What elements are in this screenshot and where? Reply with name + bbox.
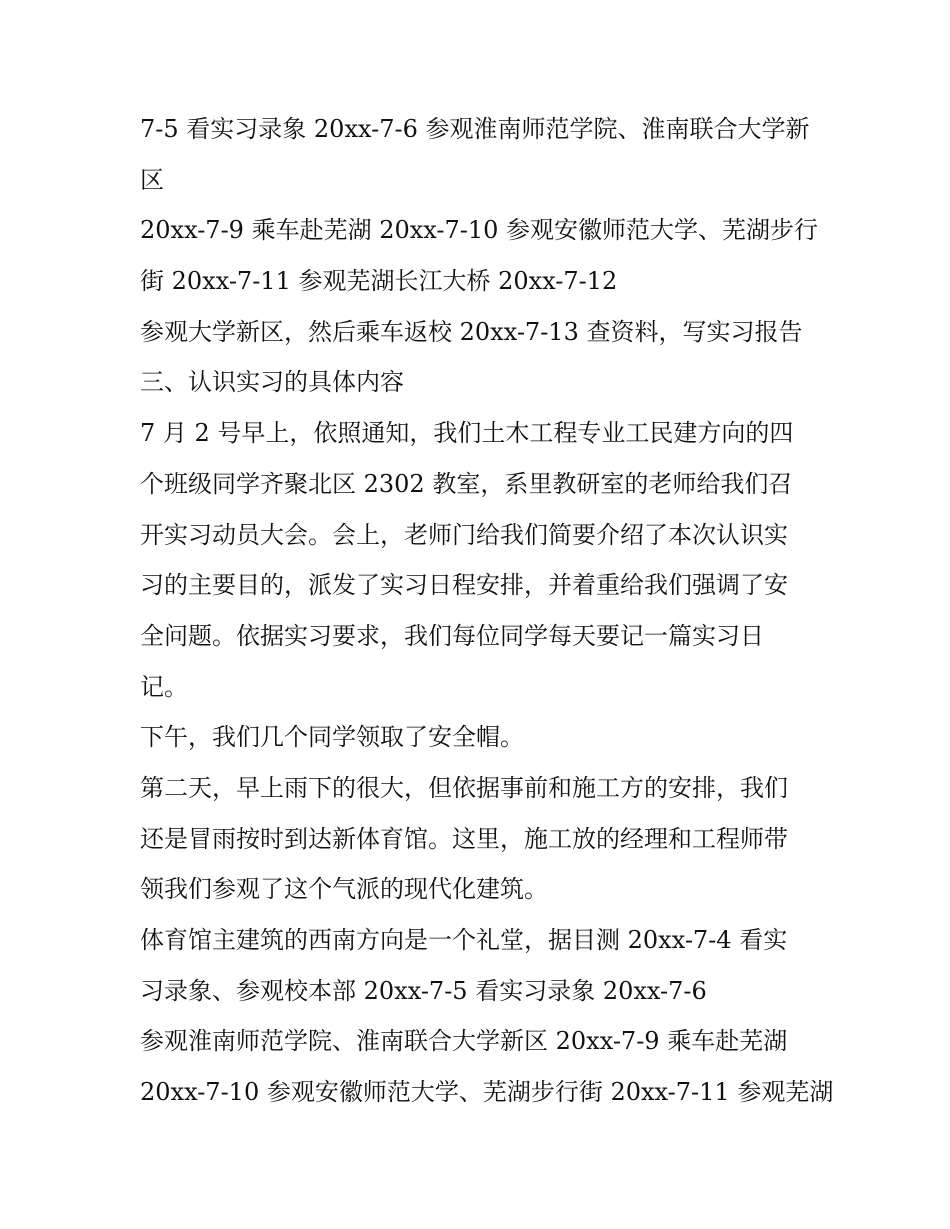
document-body xyxy=(140,104,834,1118)
text-line: 体育馆主建筑的西南方向是一个礼堂，据目测 20xx-7-4 看实 xyxy=(140,926,788,954)
text-line: 开实习动员大会。会上，老师门给我们简要介绍了本次认识实 xyxy=(140,520,788,549)
text-line: 20xx-7-10 参观安徽师范大学、芜湖步行街 20xx-7-11 参观芜湖 xyxy=(140,1078,834,1107)
text-line: 参观淮南师范学院、淮南联合大学新区 20xx-7-9 乘车赴芜湖 xyxy=(140,1027,788,1056)
text-line: 区 xyxy=(140,165,164,194)
text-line: 7-5 看实习录象 20xx-7-6 参观淮南师范学院、淮南联合大学新 xyxy=(140,115,810,143)
text-line: 习录象、参观校本部 20xx-7-5 看实习录象 20xx-7-6 xyxy=(140,976,707,1005)
text-line: 参观大学新区，然后乘车返校 20xx-7-13 查资料，写实习报告 xyxy=(140,317,803,346)
text-line: 还是冒雨按时到达新体育馆。这里，施工放的经理和工程师带 xyxy=(140,824,788,853)
section-heading: 三、认识实习的具体内容 xyxy=(140,368,404,397)
text-line: 街 20xx-7-11 参观芜湖长江大桥 20xx-7-12 xyxy=(140,267,618,296)
text-line: 领我们参观了这个气派的现代化建筑。 xyxy=(140,875,548,904)
text-line: 全问题。依据实习要求，我们每位同学每天要记一篇实习日 xyxy=(140,621,764,650)
text-line: 第二天，早上雨下的很大，但依据事前和施工方的安排，我们 xyxy=(140,773,788,802)
text-line: 20xx-7-9 乘车赴芜湖 20xx-7-10 参观安徽师范大学、芜湖步行 xyxy=(140,216,819,245)
text-line: 7 月 2 号早上，依照通知，我们土木工程专业工民建方向的四 xyxy=(140,419,794,448)
text-line: 习的主要目的，派发了实习日程安排，并着重给我们强调了安 xyxy=(140,571,788,600)
text-line: 个班级同学齐聚北区 2302 教室，系里教研室的老师给我们召 xyxy=(140,469,793,498)
text-line: 下午，我们几个同学领取了安全帽。 xyxy=(140,723,524,752)
text-line: 记。 xyxy=(140,672,188,701)
